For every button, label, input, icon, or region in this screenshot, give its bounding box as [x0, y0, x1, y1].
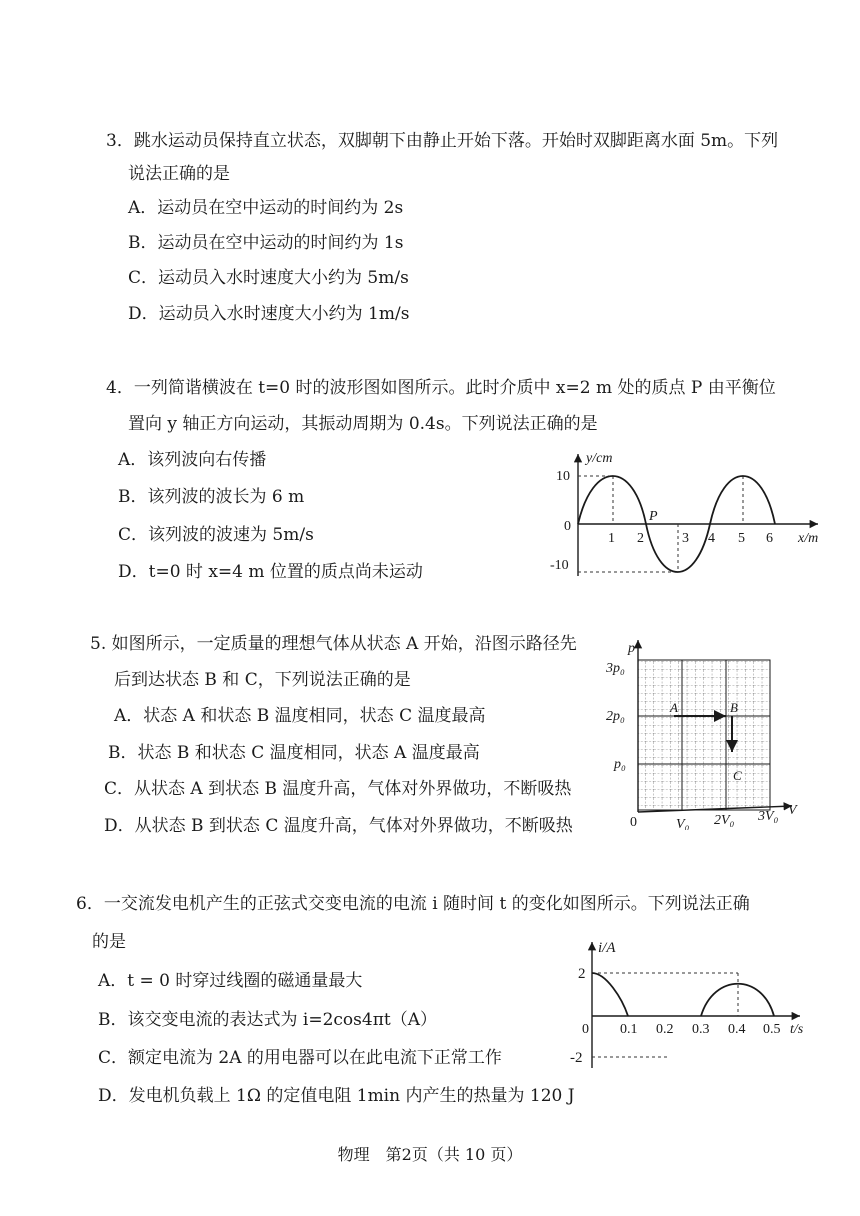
- question-5-stem-line1: 5. 如图所示，一定质量的理想气体从状态 A 开始，沿图示路径先: [90, 634, 577, 654]
- question-4-option-d: D．t=0 时 x=4 m 位置的质点尚未运动: [118, 562, 423, 582]
- question-4-option-b: B．该列波的波长为 6 m: [118, 487, 305, 507]
- question-5-option-b: B．状态 B 和状态 C 温度相同，状态 A 温度最高: [108, 743, 480, 763]
- question-5-stem-line2: 后到达状态 B 和 C，下列说法正确的是: [114, 670, 411, 690]
- y-axis-label: y/cm: [586, 451, 613, 466]
- x-tick-2v0: 2V₀: [714, 813, 735, 828]
- current-time-graph: [556, 936, 818, 1072]
- y-tick-3p0: 3p₀: [606, 661, 625, 676]
- x-axis-label: x/m: [798, 531, 819, 546]
- question-3-option-d: D．运动员入水时速度大小约为 1m/s: [128, 304, 410, 324]
- v-axis-label: V: [788, 803, 797, 818]
- y-axis-label: i/A: [598, 940, 616, 956]
- y-tick-2: 2: [578, 966, 586, 982]
- state-a-label: A: [670, 700, 678, 715]
- wave-graph: [540, 448, 840, 588]
- state-c-label: C: [733, 768, 742, 783]
- x-tick-0.3: 0.3: [692, 1022, 710, 1037]
- question-3-option-b: B．运动员在空中运动的时间约为 1s: [128, 233, 404, 253]
- question-5-option-a: A．状态 A 和状态 B 温度相同，状态 C 温度最高: [114, 706, 486, 726]
- question-4-option-c: C．该列波的波速为 5m/s: [118, 525, 314, 545]
- x-tick-0.2: 0.2: [656, 1022, 674, 1037]
- question-3-stem-line2: 说法正确的是: [128, 164, 230, 184]
- x-tick-v0: V₀: [676, 817, 690, 830]
- grid-area: [638, 660, 770, 810]
- point-p-label: P: [649, 509, 658, 524]
- origin-label: 0: [582, 1022, 589, 1037]
- x-tick-3v0: 3V₀: [758, 809, 779, 824]
- question-4-option-a: A．该列波向右传播: [118, 450, 267, 470]
- origin-label: 0: [564, 519, 571, 534]
- page-footer: 物理 第2页（共 10 页）: [337, 1145, 523, 1164]
- question-3-option-c: C．运动员入水时速度大小约为 5m/s: [128, 268, 409, 288]
- x-tick-3: 3: [682, 531, 689, 546]
- pv-graph: [604, 630, 804, 830]
- question-3-option-a: A．运动员在空中运动的时间约为 2s: [128, 198, 404, 218]
- x-tick-2: 2: [637, 531, 644, 546]
- origin-label: 0: [630, 815, 637, 830]
- x-tick-4: 4: [708, 531, 715, 546]
- y-tick-p0: p₀: [614, 757, 626, 772]
- question-6-option-c: C．额定电流为 2A 的用电器可以在此电流下正常工作: [98, 1048, 502, 1068]
- y-tick-minus-10: -10: [550, 558, 569, 573]
- question-6-stem-line2: 的是: [92, 932, 126, 952]
- x-tick-5: 5: [738, 531, 745, 546]
- question-5-option-d: D．从状态 B 到状态 C 温度升高，气体对外界做功，不断吸热: [104, 816, 573, 836]
- question-6-stem-line1: 6．一交流发电机产生的正弦式交变电流的电流 i 随时间 t 的变化如图所示。下列说法正确: [76, 894, 750, 914]
- question-4-stem-line1: 4．一列简谐横波在 t=0 时的波形图如图所示。此时介质中 x=2 m 处的质点 P 由平衡位: [106, 378, 776, 398]
- x-axis-label: t/s: [790, 1022, 804, 1037]
- x-tick-6: 6: [766, 531, 773, 546]
- y-tick-minus-2: -2: [570, 1050, 583, 1066]
- x-tick-1: 1: [608, 531, 615, 546]
- question-6-option-d: D．发电机负载上 1Ω 的定值电阻 1min 内产生的热量为 120 J: [98, 1086, 575, 1106]
- question-3-stem-line1: 3．跳水运动员保持直立状态，双脚朝下由静止开始下落。开始时双脚距离水面 5m。下列: [106, 131, 779, 151]
- x-tick-0.1: 0.1: [620, 1022, 638, 1037]
- y-tick-10: 10: [556, 469, 570, 484]
- x-tick-0.4: 0.4: [728, 1022, 746, 1037]
- current-curve-1: [592, 973, 628, 1016]
- x-tick-0.5: 0.5: [763, 1022, 781, 1037]
- state-b-label: B: [730, 700, 738, 715]
- question-5-option-c: C．从状态 A 到状态 B 温度升高，气体对外界做功，不断吸热: [104, 779, 572, 799]
- question-4-stem-line2: 置向 y 轴正方向运动，其振动周期为 0.4s。下列说法正确的是: [128, 414, 598, 434]
- question-6-option-b: B．该交变电流的表达式为 i=2cos4πt（A）: [98, 1010, 437, 1030]
- p-axis-label: p: [628, 641, 635, 656]
- y-tick-2p0: 2p₀: [606, 709, 625, 724]
- question-6-option-a: A．t = 0 时穿过线圈的磁通量最大: [98, 971, 363, 991]
